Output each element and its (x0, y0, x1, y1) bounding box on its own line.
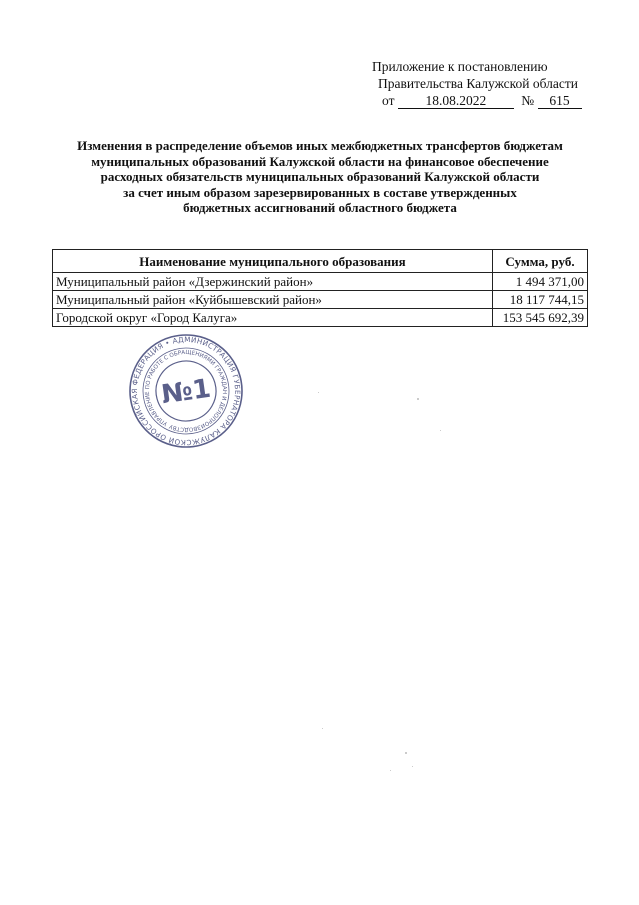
scan-speck (405, 752, 407, 754)
column-header-name: Наименование муниципального образования (53, 250, 493, 273)
scan-speck (417, 398, 419, 400)
number-prefix: № (521, 93, 535, 108)
title-line: бюджетных ассигнований областного бюджета (183, 200, 457, 215)
municipality-name: Городской округ «Город Калуга» (53, 309, 493, 327)
allocation-sum: 1 494 371,00 (493, 273, 588, 291)
appendix-line-1: Приложение к постановлению (372, 59, 548, 74)
appendix-header (372, 58, 622, 109)
date-prefix: от (382, 93, 395, 108)
title-line: расходных обязательств муниципальных образований Калужской области (100, 169, 540, 184)
seal-inner-text: УПРАВЛЕНИЕ ПО РАБОТЕ С ОБРАЩЕНИЯМИ ГРАЖДАН И ДЕЛОПРОИЗВОДСТВУ (144, 349, 228, 433)
decree-number: 615 (538, 94, 582, 109)
title-line: муниципальных образований Калужской области на финансовое обеспечение (91, 153, 549, 169)
scan-speck (412, 766, 413, 767)
decree-date: 18.08.2022 (398, 94, 514, 109)
appendix-line-2: Правительства Калужской области (378, 76, 579, 91)
title-line: за счет иным образом зарезервированных в составе утвержденных (123, 184, 517, 200)
municipality-name: Муниципальный район «Куйбышевский район» (53, 291, 493, 309)
document-title (40, 138, 600, 216)
table-header-row (53, 250, 588, 273)
scan-speck (318, 392, 319, 393)
seal-number: №1 (159, 373, 213, 411)
table-row (53, 309, 588, 327)
title-line: Изменения в распределение объемов иных межбюджетных трансфертов бюджетам (77, 138, 563, 153)
scan-speck (440, 430, 441, 431)
appendix-date-number-line (372, 92, 622, 109)
column-header-sum: Сумма, руб. (493, 250, 588, 273)
scan-speck (322, 728, 323, 729)
municipality-name: Муниципальный район «Дзержинский район» (53, 273, 493, 291)
seal-outer-text: РОССИЙСКАЯ ФЕДЕРАЦИЯ • АДМИНИСТРАЦИЯ ГУБЕРНАТОРА КАЛУЖСКОЙ ОБЛАСТИ (129, 334, 243, 448)
official-seal-stamp (128, 333, 244, 449)
table-row (53, 291, 588, 309)
scan-speck (390, 770, 391, 771)
allocation-table (52, 249, 588, 327)
seal-graphic (128, 333, 244, 449)
allocation-sum: 18 117 744,15 (493, 291, 588, 309)
table-row (53, 273, 588, 291)
allocation-sum: 153 545 692,39 (493, 309, 588, 327)
